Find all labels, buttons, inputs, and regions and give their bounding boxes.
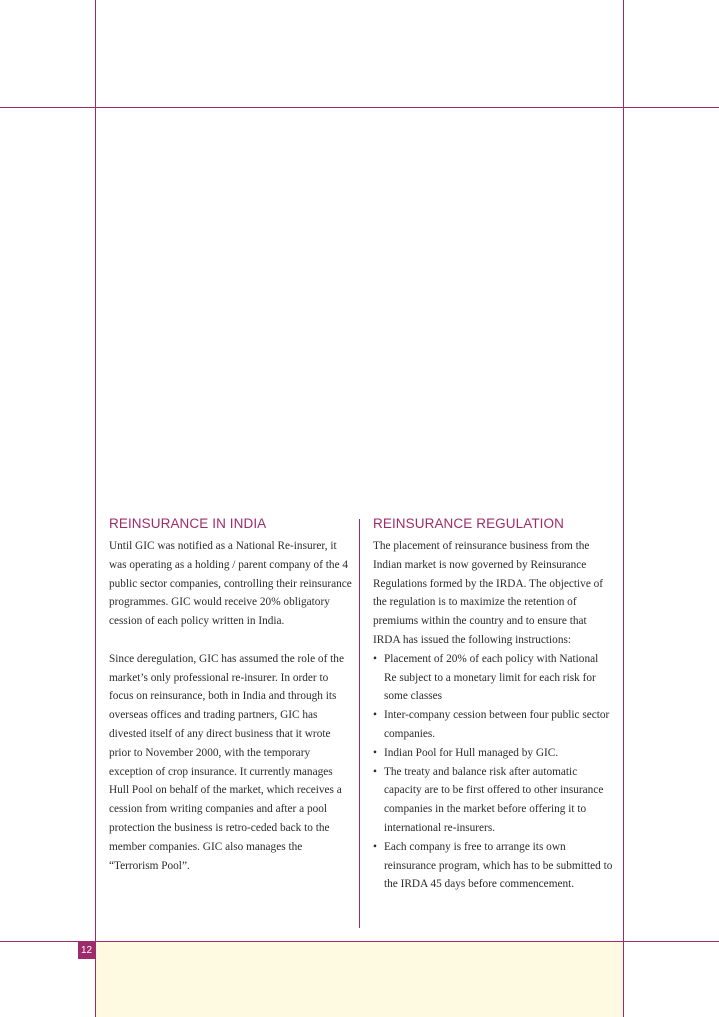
heading-reinsurance-in-india: REINSURANCE IN INDIA xyxy=(109,516,267,531)
bottom-margin-rule xyxy=(0,941,719,942)
top-margin-rule xyxy=(0,107,719,108)
right-margin-rule xyxy=(623,0,624,1017)
right-column xyxy=(373,515,613,894)
list-item: • The treaty and balance risk after automatic capacity are to be first offered to other insurance companies in the market before offering it to international re-insurers. xyxy=(373,763,613,838)
column-divider xyxy=(359,519,360,928)
heading-reinsurance-regulation: REINSURANCE REGULATION xyxy=(373,516,564,531)
list-item: • Indian Pool for Hull managed by GIC. xyxy=(373,744,613,763)
list-item: • Each company is free to arrange its own reinsurance program, which has to be submitted to the IRDA 45 days before commencement. xyxy=(373,838,613,894)
left-column xyxy=(109,515,354,875)
paragraph: The placement of reinsurance business from the Indian market is now governed by Reinsurance Regulations formed by the IRDA. The objective of the regulation is to maximize the retention of premiums within the country and to ensure that IRDA has issued the following instructions: xyxy=(373,540,604,646)
list-item: • Placement of 20% of each policy with National Re subject to a monetary limit for each risk for some classes xyxy=(373,650,613,706)
paragraph: Until GIC was notified as a National Re-insurer, it was operating as a holding / parent company of the 4 public sector companies, controlling their reinsurance programmes. GIC would receive 20% obligatory cession of each policy written in India. xyxy=(109,540,352,628)
footer-band xyxy=(96,942,624,1017)
list-item: • Inter-company cession between four public sector companies. xyxy=(373,706,613,744)
page-number: 12 xyxy=(78,942,95,959)
instructions-list xyxy=(373,650,613,894)
left-margin-rule xyxy=(95,0,96,1017)
paragraph: Since deregulation, GIC has assumed the role of the market’s only professional re-insurer. In order to focus on reinsurance, both in India and through its overseas offices and trading partners, GIC has divested itself of any direct business that it wrote prior to November 2000, with the temporary exception of crop insurance. It currently manages Hull Pool on behalf of the market, which receives a cession from writing companies and after a pool protection the business is retro-ceded back to the member companies. GIC also manages the “Terrorism Pool”. xyxy=(109,652,344,872)
